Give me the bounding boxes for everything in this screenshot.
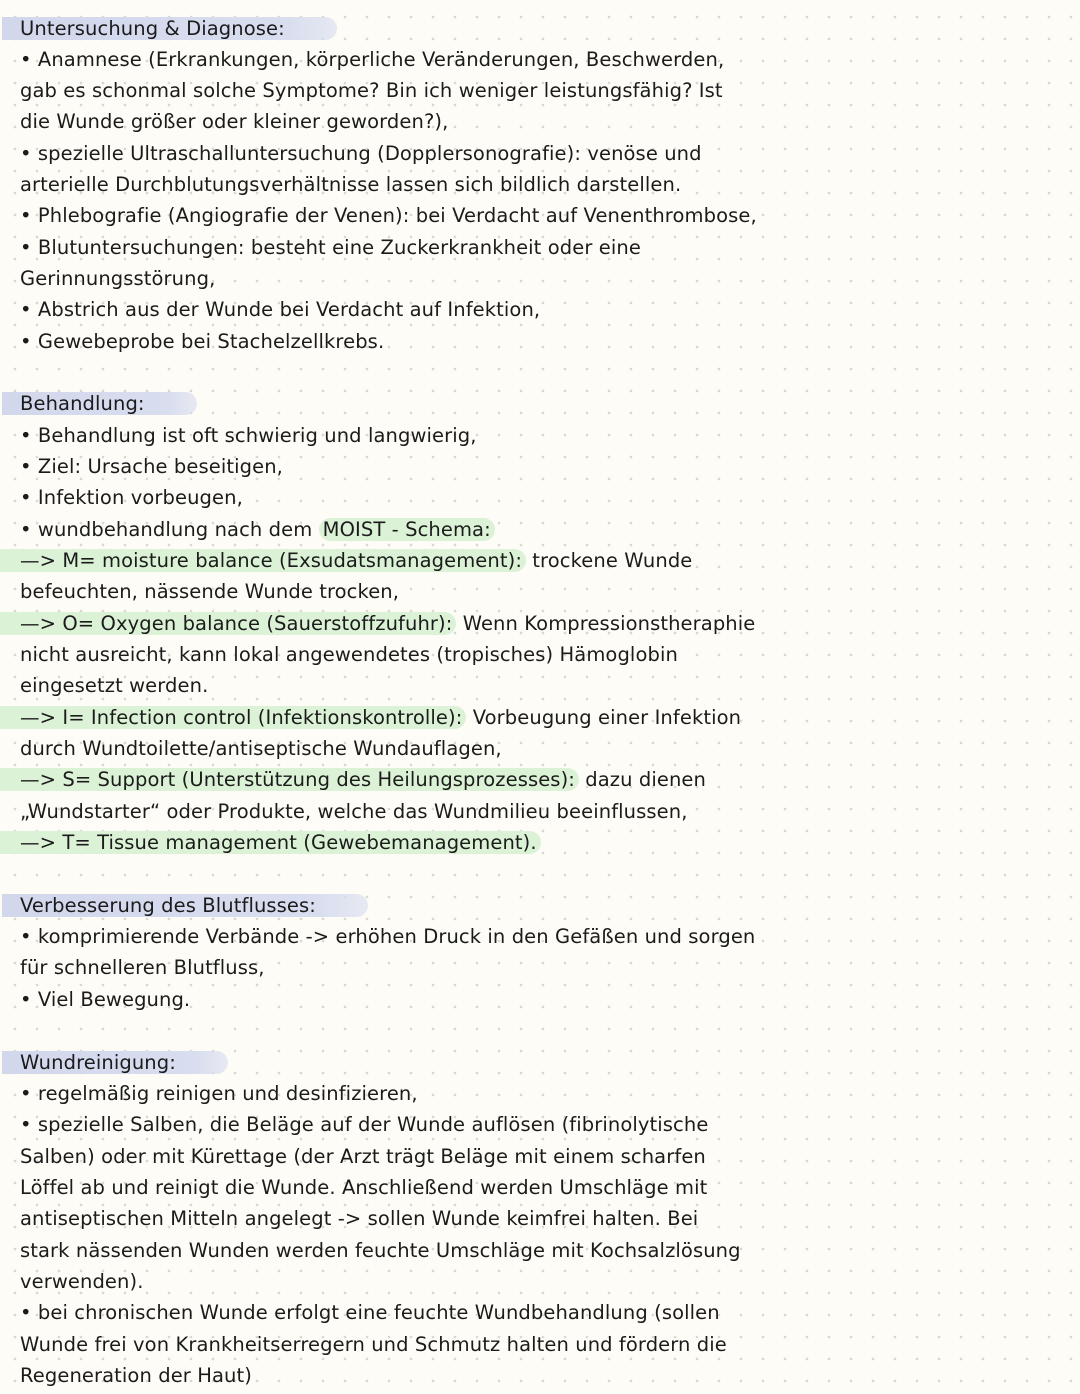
moist-o-text: Wenn Kompressionstheraphie <box>456 612 756 635</box>
diagnose-line-7: • Blutuntersuchungen: besteht eine Zuckerkrankheit oder eine <box>20 236 641 259</box>
diagnose-line-3: die Wunde größer oder kleiner geworden?), <box>20 110 449 133</box>
moist-s-highlight: —> S= Support (Unterstützung des Heilungsprozesses): <box>0 768 579 791</box>
heading-behandlung <box>20 388 197 419</box>
moist-i-line <box>20 702 741 733</box>
wundreinigung-line-5: antiseptischen Mitteln angelegt -> sollen Wunde keimfrei halten. Bei <box>20 1207 699 1230</box>
wundreinigung-line-10: Regeneration der Haut) <box>20 1364 252 1387</box>
moist-m-line-2: befeuchten, nässende Wunde trocken, <box>20 580 400 603</box>
heading-diagnose <box>20 13 337 44</box>
wundreinigung-line-9: Wunde frei von Krankheitserregern und Schmutz halten und fördern die <box>20 1333 727 1356</box>
moist-s-line-2: „Wundstarter“ oder Produkte, welche das Wundmilieu beeinflussen, <box>20 800 688 823</box>
moist-m-highlight: —> M= moisture balance (Exsudatsmanagement): <box>0 549 526 572</box>
moist-s-text: dazu dienen <box>578 768 706 791</box>
wundreinigung-line-1: • regelmäßig reinigen und desinfizieren, <box>20 1082 418 1105</box>
moist-intro-text: • wundbehandlung nach dem <box>20 518 319 541</box>
diagnose-line-1: • Anamnese (Erkrankungen, körperliche Veränderungen, Beschwerden, <box>20 48 725 71</box>
wundreinigung-line-8: • bei chronischen Wunde erfolgt eine feuchte Wundbehandlung (sollen <box>20 1301 720 1324</box>
diagnose-line-8: Gerinnungsstörung, <box>20 267 216 290</box>
moist-t-line <box>20 827 541 858</box>
moist-i-highlight: —> I= Infection control (Infektionskontrolle): <box>0 706 466 729</box>
moist-t-highlight: —> T= Tissue management (Gewebemanagement). <box>0 831 541 854</box>
moist-i-line-2: durch Wundtoilette/antiseptische Wundauflagen, <box>20 737 502 760</box>
blutfluss-line-1: • komprimierende Verbände -> erhöhen Druck in den Gefäßen und sorgen <box>20 925 756 948</box>
heading-behandlung-label: Behandlung: <box>2 392 197 415</box>
wundreinigung-line-2: • spezielle Salben, die Beläge auf der Wunde auflösen (fibrinolytische <box>20 1113 709 1136</box>
moist-intro-line <box>20 514 495 545</box>
heading-blutfluss <box>20 890 368 921</box>
heading-blutfluss-label: Verbesserung des Blutflusses: <box>2 894 368 917</box>
diagnose-line-5: arterielle Durchblutungsverhältnisse lassen sich bildlich darstellen. <box>20 173 682 196</box>
moist-m-line <box>20 545 692 576</box>
moist-o-line-3: eingesetzt werden. <box>20 674 209 697</box>
heading-wundreinigung <box>20 1047 228 1078</box>
diagnose-line-9: • Abstrich aus der Wunde bei Verdacht auf Infektion, <box>20 298 541 321</box>
diagnose-line-10: • Gewebeprobe bei Stachelzellkrebs. <box>20 330 385 353</box>
wundreinigung-line-3: Salben) oder mit Kürettage (der Arzt trägt Beläge mit einem scharfen <box>20 1145 706 1168</box>
behandlung-line-2: • Ziel: Ursache beseitigen, <box>20 455 283 478</box>
diagnose-line-2: gab es schonmal solche Symptome? Bin ich weniger leistungsfähig? Ist <box>20 79 723 102</box>
behandlung-line-3: • Infektion vorbeugen, <box>20 486 243 509</box>
blutfluss-line-3: • Viel Bewegung. <box>20 988 191 1011</box>
moist-o-highlight: —> O= Oxygen balance (Sauerstoffzufuhr): <box>0 612 456 635</box>
moist-m-text: trockene Wunde <box>525 549 693 572</box>
heading-diagnose-label: Untersuchung & Diagnose: <box>2 17 337 40</box>
moist-schema-highlight: MOIST - Schema: <box>319 518 495 541</box>
heading-wundreinigung-label: Wundreinigung: <box>2 1051 228 1074</box>
wundreinigung-line-7: verwenden). <box>20 1270 144 1293</box>
wundreinigung-line-4: Löffel ab und reinigt die Wunde. Anschließend werden Umschläge mit <box>20 1176 708 1199</box>
moist-s-line <box>20 764 706 795</box>
diagnose-line-6: • Phlebografie (Angiografie der Venen): bei Verdacht auf Venenthrombose, <box>20 204 757 227</box>
diagnose-line-4: • spezielle Ultraschalluntersuchung (Dopplersonografie): venöse und <box>20 142 702 165</box>
moist-o-line <box>20 608 755 639</box>
blutfluss-line-2: für schnelleren Blutfluss, <box>20 956 265 979</box>
behandlung-line-1: • Behandlung ist oft schwierig und langwierig, <box>20 424 477 447</box>
wundreinigung-line-6: stark nässenden Wunden werden feuchte Umschläge mit Kochsalzlösung <box>20 1239 741 1262</box>
moist-o-line-2: nicht ausreicht, kann lokal angewendetes (tropisches) Hämoglobin <box>20 643 678 666</box>
moist-i-text: Vorbeugung einer Infektion <box>466 706 742 729</box>
